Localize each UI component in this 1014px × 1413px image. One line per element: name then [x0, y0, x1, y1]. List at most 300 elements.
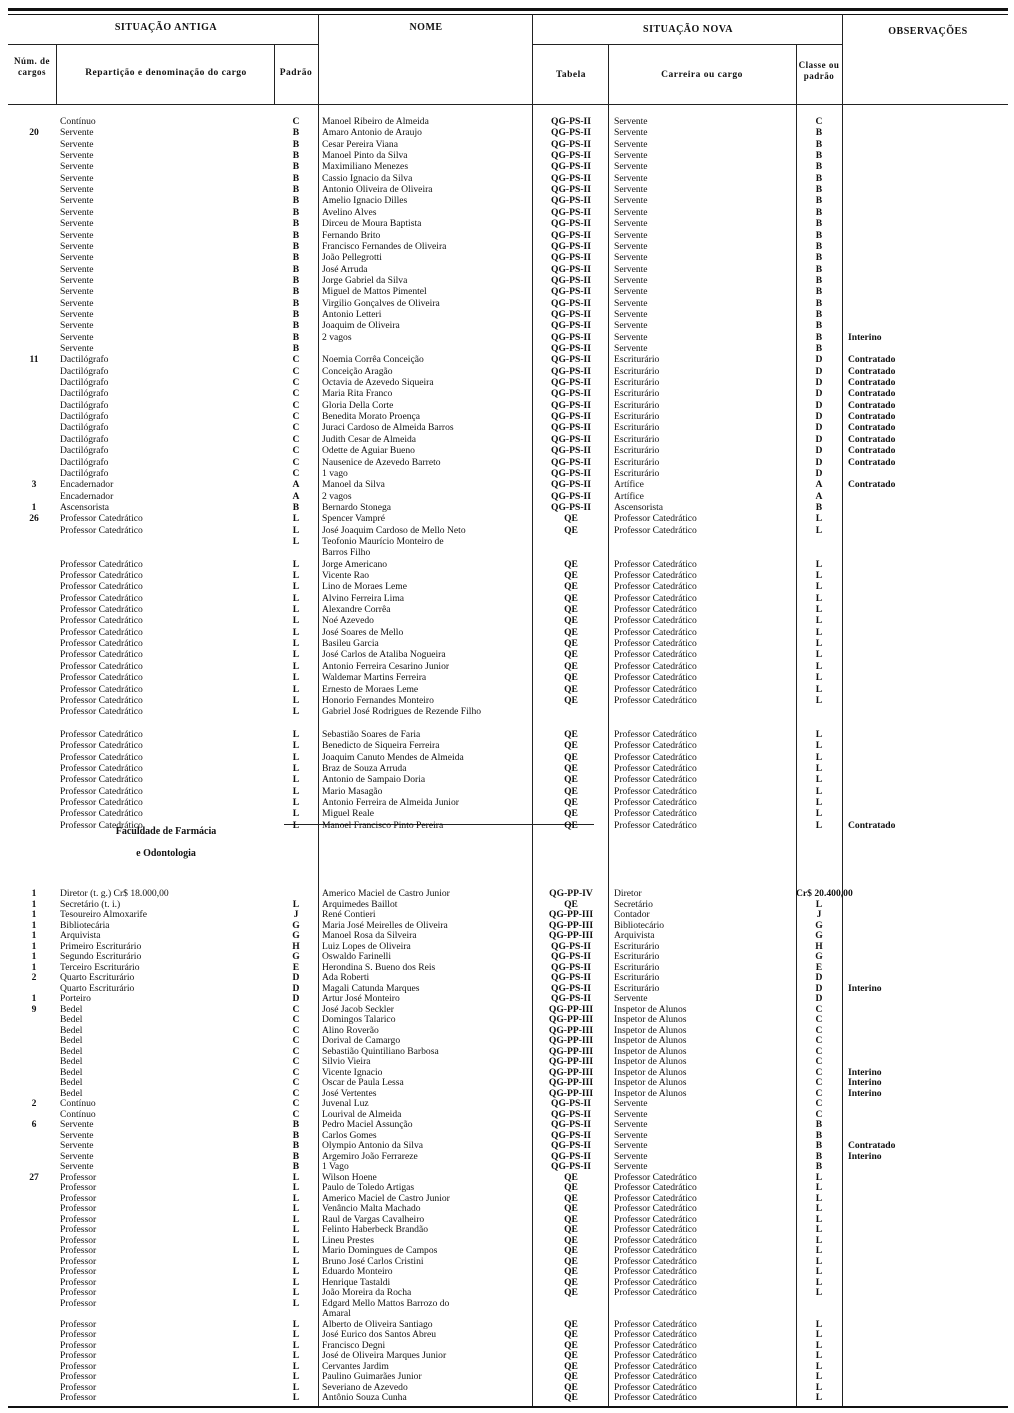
cell-tabela: QG-PS-II	[551, 961, 591, 973]
cell-nome: Gloria Della Corte	[322, 399, 394, 411]
cell-padrao: L	[292, 1276, 300, 1288]
cell-classe: C	[815, 1014, 823, 1025]
cell-carreira: Professor Catedrático	[614, 1276, 697, 1288]
cell-padrao: L	[292, 683, 300, 695]
cell-reparticao: Bedel	[60, 1045, 83, 1057]
table-row	[0, 343, 1014, 354]
col-sep-2	[274, 44, 275, 104]
cell-num-cargos: 11	[29, 354, 39, 366]
bottom-rule	[8, 1406, 1008, 1408]
cell-carreira: Professor Catedrático	[614, 694, 697, 706]
cell-padrao: L	[292, 898, 300, 910]
cell-num-cargos: 2	[31, 972, 37, 983]
cell-padrao: C	[292, 399, 300, 411]
cell-padrao: H	[292, 940, 300, 952]
cell-tabela: QE	[564, 1192, 578, 1204]
cell-padrao: L	[292, 728, 300, 740]
cell-reparticao: Bedel	[60, 1087, 83, 1099]
cell-tabela: QG-PS-II	[551, 940, 591, 952]
cell-reparticao: Professor Catedrático	[60, 774, 143, 786]
cell-carreira: Professor Catedrático	[614, 1266, 697, 1277]
cell-carreira: Professor Catedrático	[614, 1350, 697, 1361]
cell-reparticao: Professor Catedrático	[60, 762, 143, 774]
cell-padrao: B	[292, 1119, 300, 1130]
cell-num-cargos: 1	[31, 888, 37, 899]
table-row	[0, 615, 1014, 626]
cell-classe: L	[815, 1339, 823, 1351]
cell-tabela: QG-PP-III	[548, 1087, 594, 1099]
cell-carreira: Servente	[614, 229, 648, 241]
cell-reparticao: Professor Catedrático	[60, 808, 143, 820]
cell-carreira: Servente	[614, 252, 648, 264]
cell-observacao: Interino	[848, 1150, 882, 1162]
cell-classe: L	[815, 558, 823, 570]
cell-nome: Braz de Souza Arruda	[322, 762, 407, 774]
cell-nome: Alberto de Oliveira Santiago	[322, 1318, 433, 1330]
cell-reparticao: Servente	[60, 184, 94, 196]
table-row	[0, 354, 1014, 365]
cell-tabela: QG-PS-II	[551, 172, 591, 184]
cell-nome: Spencer Vampré	[322, 513, 385, 525]
cell-nome: Barros Filho	[322, 547, 371, 559]
cell-classe: B	[815, 229, 823, 241]
cell-reparticao: Professor Catedrático	[60, 649, 143, 661]
cell-nome: Vicente Ignacio	[322, 1066, 383, 1078]
cell-nome: Manoel da Silva	[322, 479, 385, 491]
cell-classe: D	[815, 972, 823, 983]
cell-padrao: G	[292, 951, 300, 962]
cell-observacao: Interino	[848, 982, 882, 994]
cell-classe: L	[815, 683, 823, 695]
cell-nome: Amelio Ignacio Dilles	[322, 195, 408, 207]
cell-padrao: D	[292, 972, 300, 983]
cell-tabela: QG-PS-II	[551, 951, 591, 962]
cell-padrao: C	[292, 1003, 300, 1015]
cell-tabela: QG-PS-II	[551, 501, 591, 513]
cell-nome: José de Oliveira Marques Junior	[322, 1350, 447, 1361]
cell-tabela: QE	[564, 751, 578, 763]
cell-classe: C	[815, 1108, 823, 1120]
cell-padrao: L	[292, 581, 300, 593]
cell-padrao: C	[292, 1035, 300, 1046]
cell-carreira: Professor Catedrático	[614, 1234, 697, 1246]
cell-nome: Maximiliano Menezes	[322, 161, 409, 173]
cell-carreira: Inspetor de Alunos	[614, 1024, 687, 1036]
cell-tabela: QG-PP-III	[548, 1003, 594, 1015]
cell-reparticao: Professor Catedrático	[60, 604, 143, 616]
cell-tabela: QE	[564, 558, 578, 570]
table-row	[0, 604, 1014, 615]
cell-nome: Teofonio Maurício Monteiro de	[322, 535, 444, 547]
cell-carreira: Professor Catedrático	[614, 1329, 697, 1340]
cell-reparticao: Professor	[60, 1266, 97, 1277]
cell-reparticao: Professor Catedrático	[60, 706, 143, 718]
cell-tabela: QE	[564, 1171, 578, 1183]
cell-nome: Benedicto de Siqueira Ferreira	[322, 740, 440, 752]
cell-nome: Lourival de Almeida	[322, 1108, 402, 1120]
cell-reparticao: Dactilógrafo	[60, 365, 109, 377]
cell-padrao: B	[292, 150, 300, 162]
cell-nome: Ernesto de Moraes Leme	[322, 683, 419, 695]
header-observacoes: OBSERVAÇÕES	[888, 26, 968, 37]
table-row	[0, 661, 1014, 672]
cell-classe: C	[815, 116, 823, 127]
cell-carreira: Professor Catedrático	[614, 558, 697, 570]
cell-tabela: QE	[564, 660, 578, 672]
cell-reparticao: Servente	[60, 308, 94, 320]
table-row	[0, 695, 1014, 706]
cell-padrao: L	[292, 626, 300, 638]
table-row	[0, 457, 1014, 468]
cell-carreira: Professor Catedrático	[614, 1392, 697, 1403]
cell-observacao: Contratado	[848, 411, 896, 423]
cell-classe: B	[815, 1119, 823, 1130]
cell-carreira: Professor Catedrático	[614, 524, 697, 536]
cell-num-cargos: 1	[31, 909, 37, 920]
cell-tabela: QG-PS-II	[551, 297, 591, 309]
cell-tabela: QG-PS-II	[551, 263, 591, 275]
cell-tabela: QG-PS-II	[551, 456, 591, 468]
cell-classe: L	[815, 1371, 823, 1382]
cell-nome: Henrique Tastaldi	[322, 1276, 391, 1288]
cell-nome: Luiz Lopes de Oliveira	[322, 940, 411, 952]
cell-padrao: C	[292, 456, 300, 468]
cell-reparticao: Professor	[60, 1234, 97, 1246]
cell-reparticao: Professor	[60, 1371, 97, 1382]
cell-tabela: QE	[564, 898, 578, 910]
cell-tabela: QE	[564, 728, 578, 740]
cell-tabela: QG-PS-II	[551, 479, 591, 491]
cell-carreira: Professor Catedrático	[614, 1203, 697, 1214]
cell-nome: Alino Roverão	[322, 1024, 379, 1036]
cell-nome: João Moreira da Rocha	[322, 1287, 412, 1298]
cell-nome: Noé Azevedo	[322, 615, 374, 627]
cell-reparticao: Segundo Escriturário	[60, 951, 142, 962]
header-situacao-nova: SITUAÇÃO NOVA	[643, 24, 733, 35]
cell-carreira: Professor Catedrático	[614, 785, 697, 797]
cell-num-cargos: 1	[31, 898, 37, 910]
cell-tabela: QG-PS-II	[551, 184, 591, 196]
cell-classe: D	[815, 411, 823, 423]
cell-classe: L	[815, 1255, 823, 1267]
cell-padrao: B	[292, 1150, 300, 1162]
cell-tabela: QG-PS-II	[551, 161, 591, 173]
cell-classe: L	[815, 1392, 823, 1403]
cell-padrao: L	[292, 672, 300, 684]
cell-carreira: Servente	[614, 150, 648, 162]
table-row	[0, 445, 1014, 456]
cell-padrao: L	[292, 819, 300, 831]
cell-carreira: Escriturário	[614, 961, 660, 973]
cell-nome: Juvenal Luz	[322, 1098, 369, 1109]
cell-reparticao: Servente	[60, 320, 94, 332]
cell-nome: Antonio Ferreira de Almeida Junior	[322, 797, 459, 808]
header-padrao: Padrão	[279, 68, 313, 78]
cell-classe: B	[815, 161, 823, 173]
cell-padrao: D	[292, 982, 300, 994]
cell-classe: L	[815, 1266, 823, 1277]
cell-nome: Octavia de Azevedo Siqueira	[322, 377, 434, 389]
cell-padrao: L	[292, 694, 300, 706]
cell-carreira: Artífice	[614, 490, 644, 502]
cell-padrao: L	[292, 1287, 300, 1298]
cell-tabela: QE	[564, 1360, 578, 1372]
cell-nome: 2 vagos	[322, 490, 352, 502]
cell-nome: Antonio Oliveira de Oliveira	[322, 184, 433, 196]
cell-reparticao: Dactilógrafo	[60, 411, 109, 423]
cell-num-cargos: 1	[31, 919, 37, 931]
cell-classe: D	[815, 433, 823, 445]
table-row	[0, 139, 1014, 150]
cell-nome: Nausenice de Azevedo Barreto	[322, 456, 441, 468]
cell-classe: L	[815, 1182, 823, 1193]
cell-padrao: L	[292, 1203, 300, 1214]
cell-padrao: C	[292, 1108, 300, 1120]
cell-padrao: B	[292, 138, 300, 150]
cell-nome: Oscar de Paula Lessa	[322, 1077, 404, 1088]
cell-carreira: Professor Catedrático	[614, 1318, 697, 1330]
cell-classe: D	[815, 456, 823, 468]
cell-carreira: Secretário	[614, 898, 653, 910]
cell-classe: A	[815, 479, 823, 491]
table-row	[0, 672, 1014, 683]
cell-carreira: Diretor	[614, 888, 642, 899]
cell-padrao: B	[292, 161, 300, 173]
cell-nome: 1 Vago	[322, 1161, 349, 1172]
cell-classe: C	[815, 1045, 823, 1057]
cell-carreira: Professor Catedrático	[614, 1213, 697, 1225]
cell-padrao: C	[292, 1056, 300, 1067]
cell-padrao: L	[292, 1392, 300, 1403]
cell-padrao: L	[292, 706, 300, 718]
cell-classe: D	[815, 365, 823, 377]
cell-padrao: C	[292, 354, 300, 366]
table-row	[0, 422, 1014, 433]
cell-reparticao: Dactilógrafo	[60, 433, 109, 445]
cell-nome: Miguel Reale	[322, 808, 374, 820]
cell-padrao: B	[292, 240, 300, 252]
cell-tabela: QG-PS-II	[551, 1161, 591, 1172]
cell-carreira: Professor Catedrático	[614, 728, 697, 740]
cell-reparticao: Servente	[60, 1129, 94, 1141]
cell-carreira: Professor Catedrático	[614, 1360, 697, 1372]
table-row	[0, 559, 1014, 570]
cell-padrao: B	[292, 184, 300, 196]
cell-nome: Noemia Corrêa Conceição	[322, 354, 424, 366]
cell-nome: Antônio Souza Cunha	[322, 1392, 407, 1403]
cell-classe: B	[815, 240, 823, 252]
cell-padrao: B	[292, 172, 300, 184]
cell-num-cargos: 2	[31, 1098, 37, 1109]
table-row	[0, 298, 1014, 309]
cell-carreira: Servente	[614, 1098, 648, 1109]
cell-classe: G	[815, 919, 823, 931]
cell-tabela: QE	[564, 524, 578, 536]
table-row	[0, 536, 1014, 547]
table-row	[0, 230, 1014, 241]
cell-tabela: QG-PS-II	[551, 993, 591, 1004]
table-row	[0, 684, 1014, 695]
cell-nome: Virgilio Gonçalves de Oliveira	[322, 297, 440, 309]
cell-tabela: QE	[564, 1339, 578, 1351]
cell-classe: B	[815, 252, 823, 264]
cell-reparticao: Professor Catedrático	[60, 819, 143, 831]
cell-padrao: B	[292, 218, 300, 230]
cell-classe: B	[815, 1150, 823, 1162]
cell-nome: Ada Roberti	[322, 972, 370, 983]
cell-nome: Herondina S. Bueno dos Reis	[322, 961, 436, 973]
cell-padrao: L	[292, 774, 300, 786]
cell-tabela: QG-PP-III	[548, 1056, 594, 1067]
cell-reparticao: Bibliotecária	[60, 919, 110, 931]
cell-tabela: QE	[564, 1287, 578, 1298]
cell-nome: Sebastião Soares de Faria	[322, 728, 421, 740]
cell-carreira: Professor Catedrático	[614, 1287, 697, 1298]
cell-padrao: B	[292, 308, 300, 320]
cell-carreira: Professor Catedrático	[614, 1255, 697, 1267]
cell-nome: Gabriel José Rodrigues de Rezende Filho	[322, 706, 482, 718]
cell-tabela: QE	[564, 694, 578, 706]
table-row	[0, 581, 1014, 592]
cell-classe: L	[815, 660, 823, 672]
cell-num-cargos: 1	[31, 930, 37, 941]
cell-padrao: L	[292, 638, 300, 650]
cell-carreira: Inspetor de Alunos	[614, 1003, 687, 1015]
cell-classe: B	[815, 308, 823, 320]
cell-classe: L	[815, 570, 823, 581]
cell-padrao: L	[292, 1297, 300, 1309]
cell-reparticao: Professor Catedrático	[60, 581, 143, 593]
cell-padrao: C	[292, 1098, 300, 1109]
cell-nome: Antonio Letteri	[322, 308, 382, 320]
cell-classe: L	[815, 1224, 823, 1235]
cell-carreira: Servente	[614, 1140, 648, 1151]
cell-carreira: Servente	[614, 161, 648, 173]
cell-tabela: QE	[564, 1392, 578, 1403]
cell-classe: D	[815, 445, 823, 457]
cell-padrao: B	[292, 229, 300, 241]
cell-reparticao: Professor Catedrático	[60, 660, 143, 672]
cell-nome: Cervantes Jardim	[322, 1360, 389, 1372]
cell-carreira: Servente	[614, 1150, 648, 1162]
cell-reparticao: Bedel	[60, 1003, 83, 1015]
cell-padrao: L	[292, 1182, 300, 1193]
cell-carreira: Escriturário	[614, 411, 660, 423]
table-row	[0, 332, 1014, 343]
cell-classe: L	[815, 1234, 823, 1246]
cell-num-cargos: 1	[31, 501, 37, 513]
header-divider	[8, 104, 1008, 105]
cell-classe: G	[815, 951, 823, 962]
cell-tabela: QG-PS-II	[551, 354, 591, 366]
cell-classe: L	[815, 1287, 823, 1298]
cell-reparticao: Contínuo	[60, 116, 96, 127]
cell-classe: B	[815, 172, 823, 184]
cell-padrao: C	[292, 433, 300, 445]
cell-carreira: Escriturário	[614, 467, 660, 479]
table-row	[0, 525, 1014, 536]
cell-padrao: C	[292, 388, 300, 400]
header-subdivider-left	[8, 44, 318, 45]
cell-reparticao: Professor Catedrático	[60, 728, 143, 740]
cell-nome: Juraci Cardoso de Almeida Barros	[322, 422, 454, 434]
cell-classe: L	[815, 1381, 823, 1393]
cell-classe: L	[815, 1360, 823, 1372]
cell-reparticao: Professor Catedrático	[60, 797, 143, 808]
cell-classe: C	[815, 1035, 823, 1046]
cell-padrao: B	[292, 1129, 300, 1141]
cell-padrao: A	[292, 490, 300, 502]
cell-reparticao: Professor Catedrático	[60, 615, 143, 627]
cell-tabela: QG-PS-II	[551, 1129, 591, 1141]
cell-carreira: Professor Catedrático	[614, 751, 697, 763]
table-row	[0, 649, 1014, 660]
cell-classe: A	[815, 490, 823, 502]
cell-padrao: L	[292, 524, 300, 536]
cell-carreira: Servente	[614, 263, 648, 275]
cell-reparticao: Dactilógrafo	[60, 445, 109, 457]
table-row	[0, 309, 1014, 320]
cell-reparticao: Bedel	[60, 1077, 83, 1088]
cell-tabela: QE	[564, 1371, 578, 1382]
table-row	[0, 706, 1014, 717]
cell-tabela: QG-PS-II	[551, 206, 591, 218]
cell-reparticao: Quarto Escriturário	[60, 972, 135, 983]
cell-num-cargos: 6	[31, 1119, 37, 1130]
cell-nome: José Joaquim Cardoso de Mello Neto	[322, 524, 466, 536]
table-row	[0, 434, 1014, 445]
cell-classe: L	[815, 1245, 823, 1256]
cell-reparticao: Professor Catedrático	[60, 740, 143, 752]
table-row	[0, 264, 1014, 275]
cell-tabela: QG-PS-II	[551, 490, 591, 502]
cell-classe: L	[815, 1171, 823, 1183]
cell-reparticao: Bedel	[60, 1066, 83, 1078]
header-tabela: Tabela	[555, 70, 587, 80]
cell-nome: Artur José Monteiro	[322, 993, 400, 1004]
cell-reparticao: Servente	[60, 172, 94, 184]
cell-nome: Oswaldo Farinelli	[322, 951, 392, 962]
cell-reparticao: Arquivista	[60, 930, 101, 941]
cell-carreira: Inspetor de Alunos	[614, 1045, 687, 1057]
cell-tabela: QE	[564, 785, 578, 797]
cell-classe: H	[815, 940, 823, 952]
cell-classe: L	[815, 513, 823, 525]
cell-carreira: Ascensorista	[614, 501, 664, 513]
cell-classe: L	[815, 1318, 823, 1330]
cell-padrao: L	[292, 762, 300, 774]
cell-classe: B	[815, 1161, 823, 1172]
cell-observacao: Interino	[848, 331, 882, 343]
top-rule-thin	[8, 14, 1008, 15]
cell-classe: L	[815, 615, 823, 627]
cell-num-cargos: 27	[29, 1171, 39, 1183]
cell-reparticao: Servente	[60, 161, 94, 173]
cell-padrao: C	[292, 1087, 300, 1099]
cell-padrao: E	[292, 961, 300, 973]
cell-nome: José Vertentes	[322, 1087, 377, 1099]
cell-padrao: L	[292, 1339, 300, 1351]
cell-reparticao: Diretor (t. g.) Cr$ 18.000,00	[60, 888, 169, 899]
cell-tabela: QG-PS-II	[551, 116, 591, 127]
cell-classe: L	[815, 762, 823, 774]
cell-classe: B	[815, 1140, 823, 1151]
cell-nome: Cassio Ignacio da Silva	[322, 172, 413, 184]
cell-nome: Antonio de Sampaio Doria	[322, 774, 426, 786]
cell-classe: C	[815, 1077, 823, 1088]
cell-padrao: C	[292, 1077, 300, 1088]
cell-tabela: QG-PP-III	[548, 1077, 594, 1088]
